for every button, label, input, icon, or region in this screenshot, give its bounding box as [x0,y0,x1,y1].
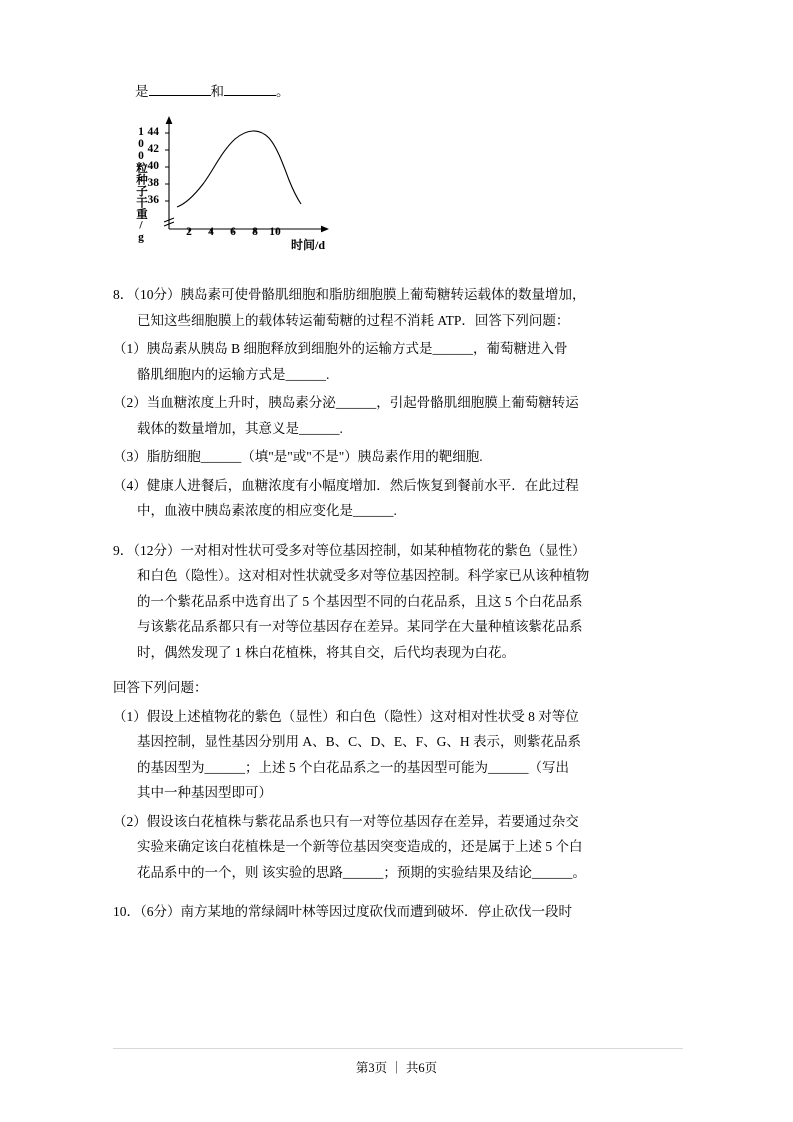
chart-svg [123,108,373,273]
question-9-sub-2-line-1: （2）假设该白花植株与紫花品系也只有一对等位基因存在差异，若要通过杂交 [113,813,579,829]
chart-x-axis-label: 时间/d [291,238,326,252]
question-9-sub-1-line-3: 的基因型为______；上述 5 个白花品系之一的基因型可能为______（写出 [137,759,569,775]
question-9-stem-line-5: 时，偶然发现了 1 株白花植株，将其自交，后代均表现为白花。 [137,644,515,660]
chart-y-tick: 44 [147,126,159,138]
question-8-sub-2-line-2: 载体的数量增加，其意义是______. [137,420,343,436]
chart-y-axis-label: 100粒种子干重/g [135,126,147,244]
seed-dry-weight-chart [123,108,373,273]
chart-y-tick: 42 [147,143,159,155]
question-8-sub-4-line-2: 中，血液中胰岛素浓度的相应变化是______. [137,503,397,518]
question-10-stem-line-1: 10．（6分）南方某地的常绿阔叶林等因过度砍伐而遭到破坏．停止砍伐一段时 [113,904,572,919]
chart-x-tick: 2 [186,226,192,238]
question-9-sub-1-line-4: 其中一种基因型即可） [137,785,272,800]
document-content [113,80,683,925]
question-9-sub-2-line-2: 实验来确定该白花植株是一个新等位基因突变造成的，还是属于上述 5 个白 [137,839,583,854]
question-8 [113,282,683,524]
chart-y-tick: 38 [147,177,159,189]
chart-x-tick: 6 [230,226,236,238]
question-9-sub-1-line-1: （1）假设上述植物花的紫色（显性）和白色（隐性）这对相对性状受 8 对等位 [113,708,579,724]
question-9-stem-line-3: 的一个紫花品系中选育出了 5 个基因型不同的白花品系，且这 5 个白花品系 [137,593,583,609]
chart-x-tick: 8 [252,226,258,238]
chart-y-tick: 40 [147,160,159,172]
question-9-sub-2-line-3: 花品系中的一个，则 该实验的思路______；预期的实验结果及结论______。 [137,864,586,880]
chart-x-tick: 4 [208,226,214,238]
chart-y-tick: 36 [147,194,159,206]
page-footer: 第3页 ｜ 共6页 [355,1061,438,1075]
question-8-stem-line-1: 8．（10分）胰岛素可使骨骼肌细胞和脂肪细胞膜上葡萄糖转运载体的数量增加， [113,287,586,302]
question-8-sub-3-line-1: （3）脂肪细胞______（填"是"或"不是"）胰岛素作用的靶细胞. [113,449,483,464]
question-10 [113,899,683,925]
question-8-sub-4-line-1: （4）健康人进餐后，血糖浓度有小幅度增加．然后恢复到餐前水平．在此过程 [113,477,579,493]
question-9-stem-line-4: 与该紫花品系都只有一对等位基因存在差异。某同学在大量种植该紫花品系 [137,619,583,634]
question-8-sub-1-line-2: 骼肌细胞内的运输方式是______. [137,366,330,382]
question-9-stem-line-2: 和白色（隐性）。这对相对性状就受多对等位基因控制。科学家已从该种植物 [137,568,590,583]
answer-blank[interactable] [224,82,276,96]
fragment-prefix: 是 [135,84,149,99]
question-9 [113,538,683,886]
question-8-stem-line-2: 已知这些细胞膜上的载体转运葡萄糖的过程不消耗 ATP．回答下列问题： [137,312,570,328]
question-8-sub-2-line-1: （2）当血糖浓度上升时，胰岛素分泌______，引起骨骼肌细胞膜上葡萄糖转运 [113,395,579,410]
question-9-sub-1-line-2: 基因控制，显性基因分别用 A、B、C、D、E、F、G、H 表示，则紫花品系 [137,734,582,749]
answer-blank[interactable] [149,82,211,96]
footer-divider [113,1048,683,1049]
question-8-sub-1-line-1: （1）胰岛素从胰岛 B 细胞释放到细胞外的运输方式是______，葡萄糖进入骨 [113,341,568,356]
question-9-intro: 回答下列问题： [113,680,208,695]
fragment-line [135,80,683,100]
fragment-suffix: 。 [276,84,290,99]
chart-x-tick: 10 [269,226,281,238]
question-9-stem-line-1: 9．（12分）一对相对性状可受多对等位基因控制，如某种植物花的紫色（显性） [113,542,586,558]
fragment-middle: 和 [210,84,224,99]
